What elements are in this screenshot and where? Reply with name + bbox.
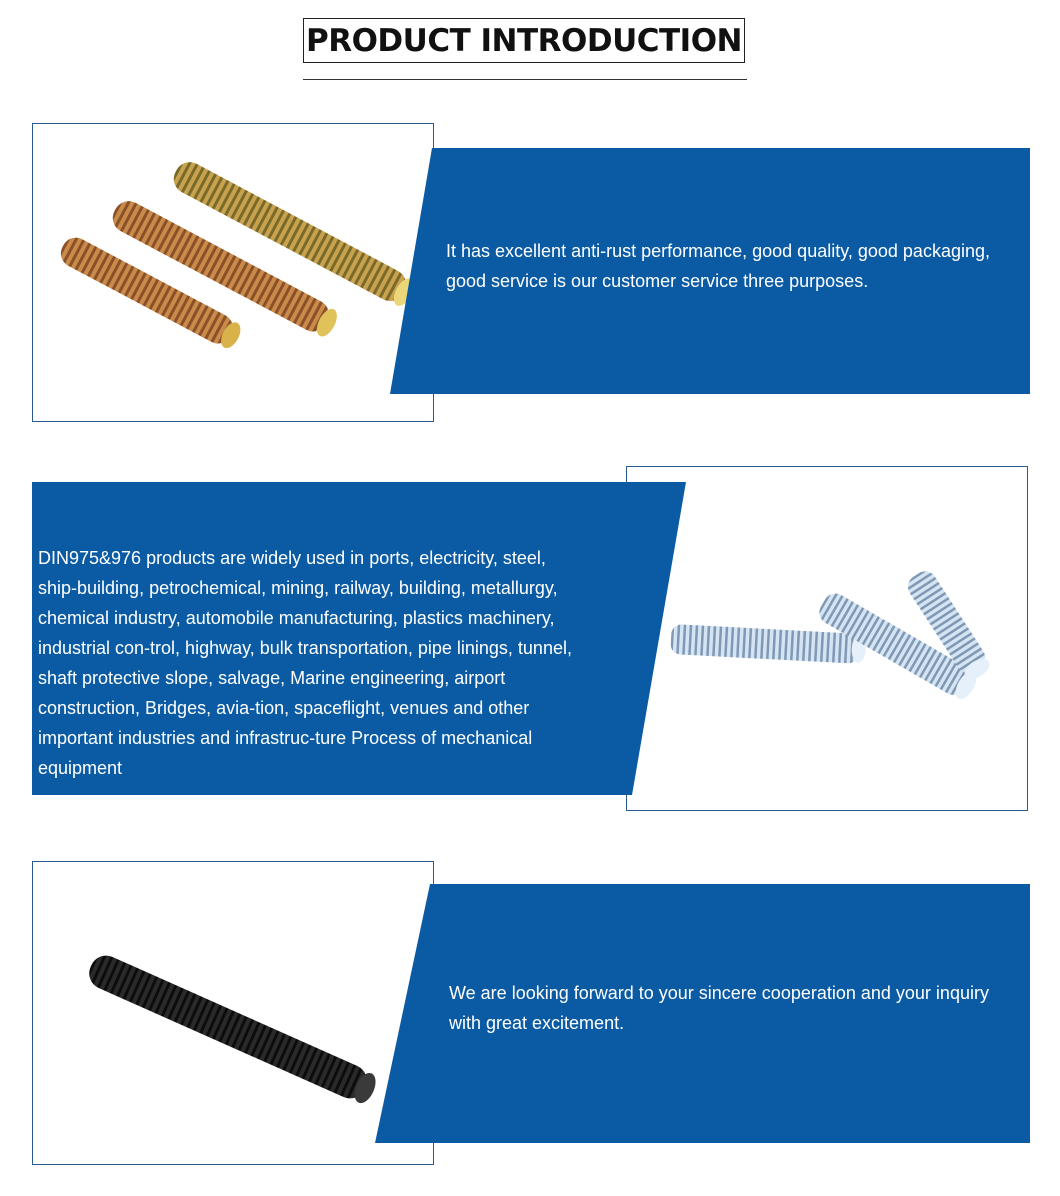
info-text-3: We are looking forward to your sincere cooperation and your inquiry with great excitement. [449, 983, 989, 1033]
info-panel-2 [32, 482, 688, 795]
colored-threaded-rods-photo [32, 123, 434, 422]
info-text-1: It has excellent anti-rust performance, good quality, good packaging, good service is our customer service three purposes. [446, 241, 990, 291]
page-title: PRODUCT INTRODUCTION [303, 18, 745, 63]
info-text-2: DIN975&976 products are widely used in ports, electricity, steel, ship-building, petrochemical, mining, railway, building, metallurgy, chemical industry, automobile manufacturing, plastics machinery, industrial con-trol, highway, bulk transportation, pipe linings, tunnel, shaft protective slope, salvage, Marine engineering, airport construction, Bridges, avia-tion, spaceflight, venues and other important industries and infrastruc-ture Process of mechanical equipment [38, 548, 572, 778]
title-underline [303, 79, 747, 80]
info-panel-1 [390, 148, 1030, 394]
black-threaded-rod-photo [32, 861, 434, 1165]
info-panel-3 [375, 884, 1030, 1143]
